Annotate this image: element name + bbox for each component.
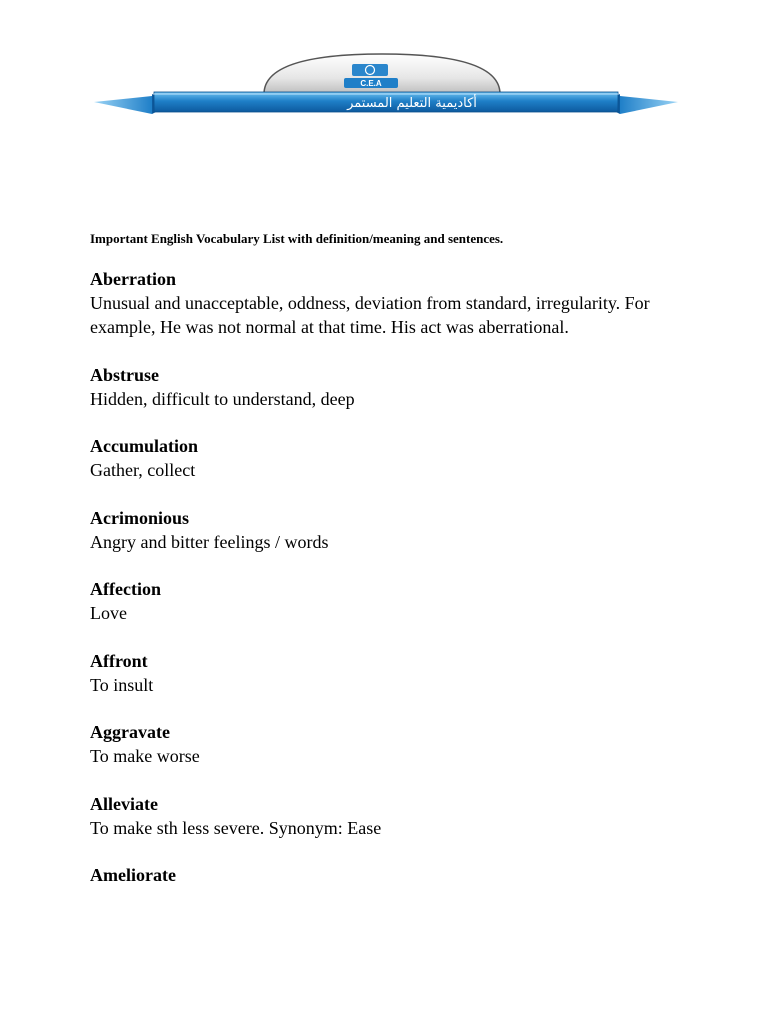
vocabulary-entry: [90, 577, 690, 625]
banner-right-wing: [620, 96, 678, 114]
vocabulary-definition: To insult: [90, 674, 154, 695]
vocabulary-definition: Love: [90, 603, 127, 623]
vocabulary-definition: Hidden, difficult to understand, deep: [90, 388, 355, 409]
vocabulary-definition: To make sth less severe. Synonym: Ease: [90, 817, 382, 838]
logo-acronym: C.E.A: [360, 79, 382, 88]
vocabulary-term: Abstruse: [90, 364, 160, 385]
vocabulary-term: Alleviate: [90, 793, 158, 814]
vocabulary-definition: Angry and bitter feelings / words: [90, 531, 329, 552]
vocabulary-definition: Unusual and unacceptable, oddness, deviation from standard, irregularity. For example, He was not normal at that time. His act was aberrational.: [90, 293, 650, 337]
vocabulary-term: Ameliorate: [90, 865, 176, 885]
academy-logo: [92, 52, 680, 120]
vocabulary-entry: [90, 434, 690, 482]
banner-left-wing: [94, 96, 152, 114]
vocabulary-definition: Gather, collect: [90, 460, 196, 480]
vocabulary-term: Affront: [90, 650, 148, 671]
vocabulary-entry: [90, 792, 690, 840]
vocabulary-term: Accumulation: [90, 436, 198, 456]
vocabulary-entry: [90, 720, 690, 768]
vocabulary-term: Acrimonious: [90, 507, 189, 528]
vocabulary-entry: [90, 363, 690, 411]
vocabulary-term: Affection: [90, 579, 161, 599]
vocabulary-entry: [90, 649, 690, 697]
logo-arabic-text: أكاديمية التعليم المستمر: [347, 96, 477, 111]
academy-logo-banner: [92, 52, 680, 120]
vocabulary-entry: [90, 506, 690, 554]
vocabulary-term: Aggravate: [90, 722, 170, 742]
vocabulary-entry: [90, 267, 690, 339]
vocabulary-list: [90, 267, 690, 911]
vocabulary-entry: [90, 863, 690, 887]
vocabulary-term: Aberration: [90, 269, 176, 289]
vocabulary-definition: To make worse: [90, 746, 200, 766]
document-intro-heading: Important English Vocabulary List with definition/meaning and sentences.: [90, 231, 504, 246]
